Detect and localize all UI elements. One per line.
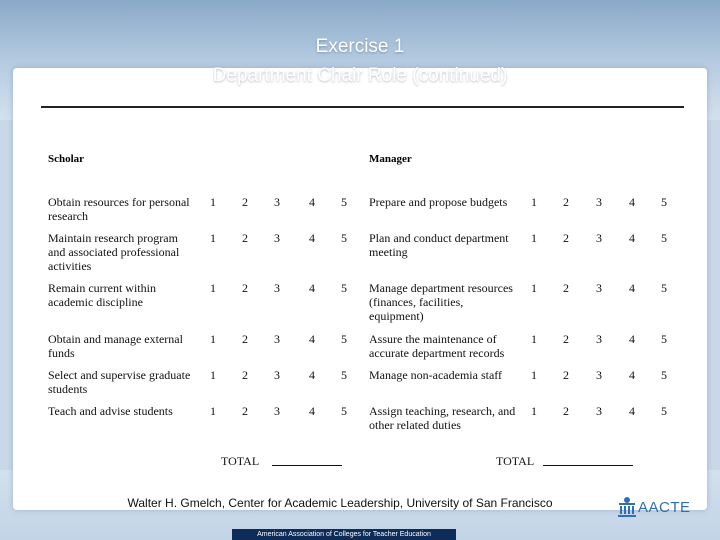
manager-rating-option[interactable]: 4: [629, 404, 635, 418]
scholar-item: Maintain research program and associated professional activities: [48, 231, 180, 273]
scholar-rating-option[interactable]: 1: [210, 195, 216, 209]
scholar-rating-option[interactable]: 2: [242, 404, 248, 418]
scholar-rating-option[interactable]: 4: [309, 195, 315, 209]
scholar-rating-option[interactable]: 5: [341, 368, 347, 382]
manager-rating-option[interactable]: 5: [661, 368, 667, 382]
manager-rating-option[interactable]: 4: [629, 231, 635, 245]
manager-rating-option[interactable]: 2: [563, 195, 569, 209]
manager-rating-option[interactable]: 1: [531, 231, 537, 245]
logo-text: AACTE: [638, 499, 691, 516]
scholar-item: Remain current within academic discipline: [48, 281, 156, 309]
manager-rating-option[interactable]: 1: [531, 404, 537, 418]
scholar-rating-option[interactable]: 3: [274, 332, 280, 346]
column-header-manager: Manager: [369, 153, 412, 165]
manager-rating-option[interactable]: 5: [661, 195, 667, 209]
total-blank-scholar[interactable]: [272, 465, 342, 466]
manager-rating-option[interactable]: 1: [531, 281, 537, 295]
scholar-rating-option[interactable]: 2: [242, 195, 248, 209]
manager-rating-option[interactable]: 1: [531, 332, 537, 346]
column-header-scholar: Scholar: [48, 153, 85, 165]
aacte-logo: [616, 488, 706, 522]
manager-rating-option[interactable]: 2: [563, 332, 569, 346]
manager-rating-option[interactable]: 3: [596, 231, 602, 245]
manager-rating-option[interactable]: 3: [596, 368, 602, 382]
scholar-item: Select and supervise graduate students: [48, 368, 191, 396]
scholar-rating-option[interactable]: 3: [274, 231, 280, 245]
scholar-rating-option[interactable]: 5: [341, 332, 347, 346]
scholar-rating-option[interactable]: 2: [242, 368, 248, 382]
slide-title-line1: Exercise 1: [315, 36, 405, 57]
manager-rating-option[interactable]: 5: [661, 231, 667, 245]
manager-rating-option[interactable]: 2: [563, 368, 569, 382]
scholar-rating-option[interactable]: 5: [341, 404, 347, 418]
manager-rating-option[interactable]: 3: [596, 404, 602, 418]
scholar-rating-option[interactable]: 1: [210, 281, 216, 295]
manager-rating-option[interactable]: 5: [661, 281, 667, 295]
manager-rating-option[interactable]: 3: [596, 281, 602, 295]
scholar-rating-option[interactable]: 5: [341, 195, 347, 209]
scholar-rating-option[interactable]: 5: [341, 231, 347, 245]
scholar-rating-option[interactable]: 2: [242, 231, 248, 245]
scholar-item: Teach and advise students: [48, 404, 173, 418]
manager-item: Manage department resources (finances, facilities, equipment): [369, 281, 513, 323]
total-label-scholar: TOTAL: [221, 454, 260, 468]
footer-credit: Walter H. Gmelch, Center for Academic Leadership, University of San Francisco: [127, 496, 553, 510]
manager-item: Assure the maintenance of accurate department records: [369, 332, 505, 360]
scholar-rating-option[interactable]: 1: [210, 332, 216, 346]
building-icon: [616, 488, 638, 522]
manager-rating-option[interactable]: 1: [531, 195, 537, 209]
scholar-rating-option[interactable]: 5: [341, 281, 347, 295]
manager-rating-option[interactable]: 4: [629, 281, 635, 295]
scholar-rating-option[interactable]: 4: [309, 368, 315, 382]
manager-item: Plan and conduct department meeting: [369, 231, 509, 259]
scholar-rating-option[interactable]: 3: [274, 195, 280, 209]
scholar-rating-option[interactable]: 1: [210, 368, 216, 382]
manager-item: Assign teaching, research, and other related duties: [369, 404, 516, 432]
manager-rating-option[interactable]: 4: [629, 368, 635, 382]
scholar-rating-option[interactable]: 4: [309, 332, 315, 346]
manager-rating-option[interactable]: 2: [563, 231, 569, 245]
total-blank-manager[interactable]: [543, 465, 633, 466]
manager-item: Prepare and propose budgets: [369, 195, 508, 209]
scholar-rating-option[interactable]: 2: [242, 332, 248, 346]
scholar-rating-option[interactable]: 3: [274, 368, 280, 382]
org-name-bar: American Association of Colleges for Teacher Education: [232, 529, 456, 540]
manager-rating-option[interactable]: 3: [596, 332, 602, 346]
scholar-rating-option[interactable]: 3: [274, 281, 280, 295]
manager-rating-option[interactable]: 4: [629, 332, 635, 346]
manager-rating-option[interactable]: 5: [661, 332, 667, 346]
manager-rating-option[interactable]: 2: [563, 281, 569, 295]
manager-rating-option[interactable]: 2: [563, 404, 569, 418]
scholar-rating-option[interactable]: 4: [309, 231, 315, 245]
scholar-rating-option[interactable]: 4: [309, 404, 315, 418]
scholar-rating-option[interactable]: 1: [210, 404, 216, 418]
scholar-rating-option[interactable]: 2: [242, 281, 248, 295]
title-divider: [41, 106, 684, 108]
slide-title-line2: Department Chair Role (continued): [212, 65, 508, 86]
manager-rating-option[interactable]: 1: [531, 368, 537, 382]
manager-rating-option[interactable]: 3: [596, 195, 602, 209]
scholar-rating-option[interactable]: 1: [210, 231, 216, 245]
scholar-item: Obtain and manage external funds: [48, 332, 183, 360]
scholar-rating-option[interactable]: 4: [309, 281, 315, 295]
total-label-manager: TOTAL: [496, 454, 535, 468]
scholar-rating-option[interactable]: 3: [274, 404, 280, 418]
manager-rating-option[interactable]: 4: [629, 195, 635, 209]
manager-rating-option[interactable]: 5: [661, 404, 667, 418]
scholar-item: Obtain resources for personal research: [48, 195, 190, 223]
manager-item: Manage non-academia staff: [369, 368, 503, 382]
